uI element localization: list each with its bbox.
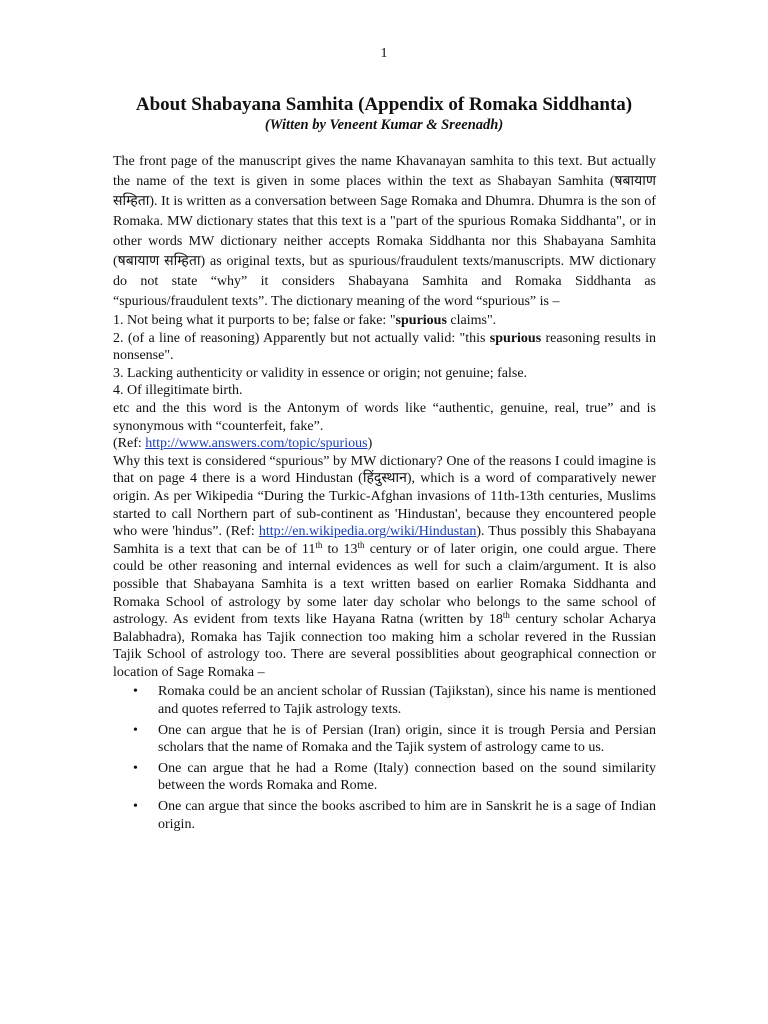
def2-text: 2. (of a line of reasoning) Apparently but not actually valid: "this [113, 330, 490, 346]
def2-bold: spurious [489, 330, 542, 346]
wikipedia-link[interactable]: http://en.wikipedia.org/wiki/Hindustan [258, 524, 477, 540]
list-item-text: One can argue that he had a Rome (Italy) connection based on the sound similarity between the words Romaka and Rome. [158, 760, 656, 794]
intro-text-1: The front page of the manuscript gives the name Khavanayan samhita to this text. But actually the name of the text is given in some places within the text as Shabayan Samhita ( [113, 154, 656, 189]
answers-link[interactable]: http://www.answers.com/topic/spurious [145, 436, 368, 452]
list-item-text: One can argue that since the books ascribed to him are in Sanskrit he is a sage of Indian origin. [158, 799, 656, 832]
intro-text-3: ) as original texts, but as spurious/fraudulent texts/manuscripts. MW dictionary do not state “why” it considers Shabayana Samhita and Romaka Siddhanta as “spurious/fraudulent texts”. The dictionary meaning of the word “spurious” is – [113, 254, 656, 309]
reference-line [113, 435, 656, 453]
why-text-6: century scholar Acharya Balabhadra), Romaka has Tajik connection too making him a scholar revered in the Russian Tajik School of astrology too. There are several possiblities about geographical connection or location of Sage Romaka – [113, 612, 656, 680]
bullet-list [113, 683, 656, 833]
bullet-icon: • [133, 799, 138, 815]
list-item [113, 760, 656, 795]
definition-3: 3. Lacking authenticity or validity in essence or origin; not genuine; false. [113, 365, 528, 381]
why-text-4: to 13 [322, 541, 358, 557]
antonym-paragraph: etc and the this word is the Antonym of words like “authentic, genuine, real, true” and is synonymous with “counterfeit, fake”. [113, 400, 656, 434]
intro-text-2: ). It is written as a conversation between Sage Romaka and Dhumra. Dhumra is the son of Romaka. MW dictionary states that this text is a "part of the spurious Romaka Siddhanta", or in other words MW dictionary neither accepts Romaka Siddhanta nor this Shabayana Samhita ( [113, 194, 656, 269]
why-text-3: ). Thus possibly this Shabayana Samhita is a text that can be of 11 [113, 524, 656, 557]
def1-bold: spurious [395, 313, 447, 328]
ref-prefix: (Ref: [113, 436, 146, 452]
hindi-shabayana-2: षबायाण सम्हिता [117, 254, 201, 269]
list-item [113, 798, 656, 833]
superscript-th: th [315, 539, 323, 550]
bullet-icon: • [133, 722, 138, 738]
intro-paragraph [113, 152, 656, 312]
document-title: About Shabayana Samhita (Appendix of Romaka Siddhanta) [135, 94, 633, 115]
def2-text-end: reasoning results in nonsense". [113, 330, 656, 364]
page-number: 1 [380, 46, 388, 61]
list-item [113, 722, 656, 757]
bullet-icon: • [133, 760, 138, 776]
why-text-1: Why this text is considered “spurious” by MW dictionary? One of the reasons I could imagine is that on page 4 there is a word Hindustan ( [113, 453, 656, 487]
ref-suffix: ) [367, 436, 373, 452]
superscript-th: th [357, 539, 365, 550]
hindi-shabayana-1: षबायाण सम्हिता [113, 174, 656, 209]
list-item-text: Romaka could be an ancient scholar of Russian (Tajikstan), since his name is mentioned and quotes referred to Tajik astrology texts. [158, 684, 656, 718]
list-item [113, 683, 656, 718]
def1-text-end: claims". [446, 313, 497, 328]
bullet-icon: • [133, 684, 138, 700]
why-paragraph [113, 453, 656, 682]
definition-4: 4. Of illegitimate birth. [113, 383, 243, 399]
definition-2 [113, 330, 656, 365]
document-body [113, 152, 656, 836]
list-item-text: One can argue that he is of Persian (Iran) origin, since it is trough Persia and Persian scholars that the name of Romaka and the Tajik system of astrology came to us. [158, 722, 656, 756]
hindi-hindustan: हिंदुस्थान [362, 471, 407, 487]
why-text-2: ), which is a word of comparatively newer origin. As per Wikipedia “During the Turkic-Afghan invasions of 11th-13th centuries, Muslims started to call Northern part of sub-continent as 'Hindustan', because they encountered people who were 'hindus”. (Ref: [113, 471, 656, 540]
why-text-5: century or of later origin, one could argue. There could be other reasoning and internal evidences as well for such a claim/argument. It is also possible that Shabayana Samhita is a text written based on earlier Romaka Siddhanta and Romaka School of astrology by some later day scholar who belongs to the same school of astrology. As evident from texts like Hayana Ratna (written by 18 [113, 541, 656, 628]
superscript-th: th [502, 610, 510, 621]
def1-text: 1. Not being what it purports to be; false or fake: " [113, 313, 396, 328]
definition-1 [113, 312, 656, 330]
document-subtitle: (Witten by Veneent Kumar & Sreenadh) [264, 117, 504, 133]
